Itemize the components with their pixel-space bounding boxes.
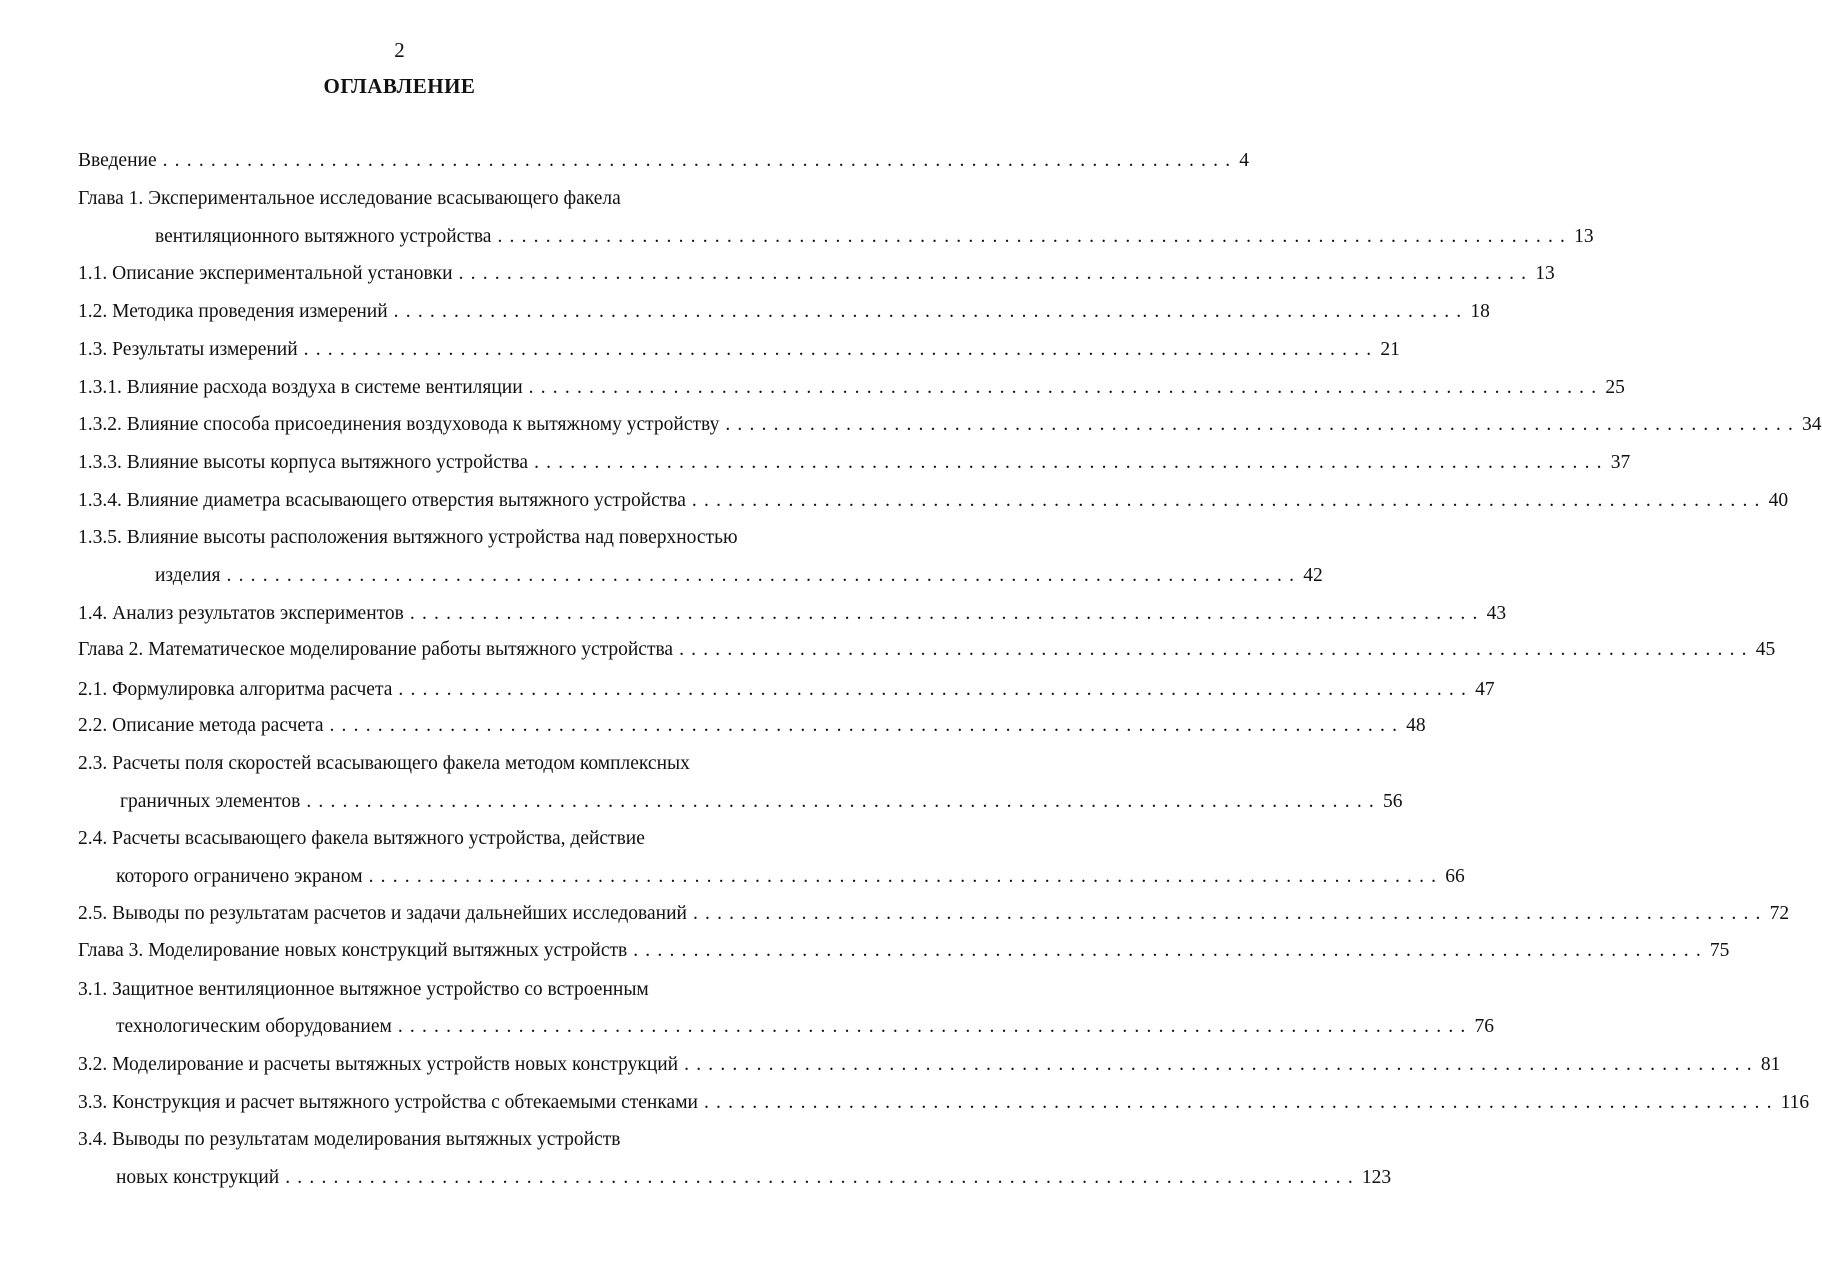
page-title: ОГЛАВЛЕНИЕ [323,74,476,98]
toc-entry-page: 25 [1605,377,1625,398]
toc-entry-page: 56 [1383,791,1403,812]
toc-leader-dots: ......................................................................................... [528,377,1604,398]
toc-entry-2-3-cont [120,789,1403,815]
toc-entry-3-4-cont [116,1165,1392,1191]
toc-entry-text: 3.3. Конструкция и расчет вытяжного устройства с обтекаемыми стенками [78,1092,698,1113]
toc-leader-dots: ......................................................................................... [398,679,1474,700]
toc-entry-page: 37 [1610,452,1631,473]
toc-entry-text: новых конструкций [116,1167,280,1188]
toc-entry-2-1 [78,677,1495,703]
toc-entry-text: 2.5. Выводы по результатам расчетов и задачи дальнейших исследований [78,903,687,924]
toc-entry-1-3-1 [78,375,1625,401]
toc-entry-1-2 [78,299,1490,325]
toc-leader-dots: ......................................................................................... [226,565,1302,586]
toc-entry-2-2 [78,713,1426,739]
toc-entry-2-4-cont [116,864,1465,890]
toc-entry-introduction [78,148,1250,174]
toc-entry-page: 48 [1406,715,1426,736]
toc-entry-page: 72 [1769,903,1790,924]
toc-entry-text: 1.3. Результаты измерений [78,339,298,360]
toc-entry-1-3-5: 1.3.5. Влияние высоты расположения вытяжного устройства над поверхностью [78,527,738,548]
toc-entry-3-3 [78,1090,1810,1116]
toc-leader-dots: ......................................................................................... [329,715,1405,736]
toc-entry-text: 1.4. Анализ результатов экспериментов [78,603,404,624]
toc-entry-text: вентиляционного вытяжного устройства [155,226,492,247]
toc-entry-page: 34 [1802,414,1822,435]
toc-leader-dots: ......................................................................................... [725,414,1801,435]
toc-entry-text: 1.3.3. Влияние высоты корпуса вытяжного устройства [78,452,529,473]
toc-entry-text: которого ограничено экраном [116,866,363,887]
toc-leader-dots: ......................................................................................... [633,940,1708,961]
toc-entry-page: 13 [1535,263,1555,284]
toc-entry-page: 47 [1475,679,1495,700]
toc-entry-text: 1.3.2. Влияние способа присоединения воздуховода к вытяжному устройству [78,414,720,435]
toc-entry-3-2 [78,1052,1781,1078]
toc-entry-1-3-2 [78,412,1822,438]
toc-leader-dots: ......................................................................................... [458,263,1534,284]
toc-leader-dots: ......................................................................................... [679,639,1754,660]
toc-entry-page: 4 [1239,150,1250,171]
toc-leader-dots: ......................................................................................... [409,603,1485,624]
toc-leader-dots: ......................................................................................... [393,301,1469,322]
toc-entry-page: 75 [1709,940,1730,961]
toc-entry-text: 2.2. Описание метода расчета [78,715,324,736]
toc-entry-page: 116 [1780,1092,1810,1113]
toc-leader-dots: ......................................................................................... [162,150,1238,171]
toc-leader-dots: ......................................................................................... [691,490,1767,511]
toc-entry-1-3-4 [78,488,1789,514]
toc-entry-chapter-3 [78,938,1730,964]
toc-entry-text: 2.1. Формулировка алгоритма расчета [78,679,393,700]
toc-entry-3-1-cont [116,1014,1495,1040]
toc-leader-dots: ......................................................................................... [684,1054,1759,1075]
toc-entry-1-3-5-cont [155,563,1323,589]
toc-entry-page: 42 [1303,565,1323,586]
toc-entry-page: 21 [1380,339,1400,360]
toc-entry-1-3-3 [78,450,1631,476]
toc-entry-page: 13 [1574,226,1594,247]
toc-entry-page: 43 [1486,603,1507,624]
toc-leader-dots: ......................................................................................... [285,1167,1360,1188]
toc-entry-1-3 [78,337,1400,363]
toc-entry-page: 40 [1768,490,1789,511]
toc-entry-text: 1.1. Описание экспериментальной установки [78,263,453,284]
toc-entry-page: 45 [1755,639,1776,660]
toc-entry-page: 81 [1760,1054,1781,1075]
toc-entry-text: 1.2. Методика проведения измерений [78,301,388,322]
toc-entry-1-1 [78,261,1555,287]
toc-entry-chapter-1: Глава 1. Экспериментальное исследование всасывающего факела [78,188,621,209]
toc-entry-text: 1.3.1. Влияние расхода воздуха в системе вентиляции [78,377,523,398]
toc-entry-text: 3.2. Моделирование и расчеты вытяжных устройств новых конструкций [78,1054,679,1075]
toc-leader-dots: ......................................................................................... [306,791,1381,812]
toc-entry-text: Глава 2. Математическое моделирование работы вытяжного устройства [78,639,674,660]
toc-entry-page: 76 [1474,1016,1495,1037]
toc-entry-text: 1.3.4. Влияние диаметра всасывающего отверстия вытяжного устройства [78,490,686,511]
toc-entry-text: технологическим оборудованием [116,1016,392,1037]
toc-leader-dots: ......................................................................................... [303,339,1379,360]
toc-entry-2-3: 2.3. Расчеты поля скоростей всасывающего факела методом комплексных [78,753,690,774]
toc-entry-2-5 [78,901,1790,927]
toc-leader-dots: ......................................................................................... [692,903,1768,924]
toc-entry-page: 18 [1470,301,1490,322]
toc-entry-1-4 [78,601,1507,627]
toc-entry-2-4: 2.4. Расчеты всасывающего факела вытяжного устройства, действие [78,828,645,849]
toc-leader-dots: ......................................................................................... [397,1016,1473,1037]
page-number: 2 [394,38,405,62]
toc-entry-text: изделия [155,565,221,586]
toc-leader-dots: ......................................................................................... [534,452,1609,473]
toc-entry-3-4: 3.4. Выводы по результатам моделирования вытяжных устройств [78,1129,621,1150]
toc-entry-page: 123 [1361,1167,1392,1188]
toc-entry-text: граничных элементов [120,791,301,812]
toc-entry-3-1: 3.1. Защитное вентиляционное вытяжное устройство со встроенным [78,979,649,1000]
toc-leader-dots: ......................................................................................... [368,866,1444,887]
toc-entry-text: Введение [78,150,157,171]
toc-entry-chapter-1-cont [155,224,1594,250]
toc-entry-text: Глава 3. Моделирование новых конструкций вытяжных устройств [78,940,628,961]
toc-entry-chapter-2 [78,637,1776,663]
toc-entry-page: 66 [1445,866,1465,887]
toc-leader-dots: ......................................................................................... [497,226,1573,247]
toc-leader-dots: ......................................................................................... [703,1092,1779,1113]
